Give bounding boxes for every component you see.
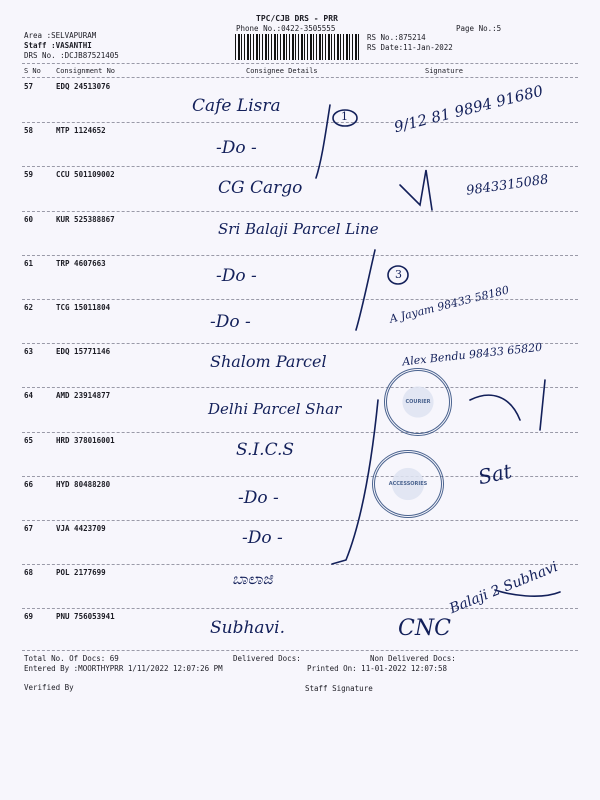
handwritten-signature: Sat <box>475 458 514 490</box>
handwritten-consignee: -Do - <box>216 138 257 158</box>
circled-mark: 3 <box>395 268 402 281</box>
row-sno: 59 <box>24 170 34 180</box>
handwritten-signature: A Jayam 98433 58180 <box>388 283 511 326</box>
phone-number: Phone No.:0422-3505555 <box>236 24 336 33</box>
total-docs: Total No. Of Docs: 69 <box>24 654 119 663</box>
document-title: TPC/CJB DRS - PRR <box>256 14 338 23</box>
stamp-text: COURIER <box>405 399 431 405</box>
entered-by: Entered By :MOORTHYPRR 1/11/2022 12:07:26 PM <box>24 664 223 673</box>
handwritten-consignee: -Do - <box>238 488 279 508</box>
non-delivered-docs: Non Delivered Docs: <box>370 654 456 663</box>
row-sno: 60 <box>24 214 34 224</box>
rs-date: RS Date:11-Jan-2022 <box>367 43 453 52</box>
handwritten-signature: 9843315088 <box>465 172 550 199</box>
printed-on: Printed On: 11-01-2022 12:07:58 <box>307 664 447 673</box>
row-consignment-number: TCG 15011804 <box>56 303 111 312</box>
row-sno: 61 <box>24 258 34 268</box>
staff-signature: Staff Signature <box>305 684 373 693</box>
handwritten-signature: 9/12 81 9894 91680 <box>392 81 545 137</box>
delivered-docs: Delivered Docs: <box>233 654 301 663</box>
verified-by: Verified By <box>24 683 74 692</box>
row-sno: 67 <box>24 524 34 533</box>
row-consignment-number: HRD 378016001 <box>56 435 115 445</box>
area-label: Area :SELVAPURAM <box>24 31 97 40</box>
signature-stroke <box>540 380 545 430</box>
staff-label: Staff :VASANTHI <box>24 41 92 50</box>
handwritten-consignee: -Do - <box>210 312 251 332</box>
signature-stroke <box>470 395 520 420</box>
row-consignment-number: KUR 525388867 <box>56 214 115 224</box>
row-consignment-number: MTP 1124652 <box>56 126 106 136</box>
stamp-text: ACCESSORIES <box>388 481 428 487</box>
column-consignee: Consignee Details <box>246 67 318 75</box>
row-consignment-number: EDQ 24513076 <box>56 82 111 91</box>
row-consignment-number: PNU 756053941 <box>56 612 115 622</box>
circle-mark <box>333 110 357 126</box>
row-consignment-number: EDQ 15771146 <box>56 347 111 357</box>
handwritten-consignee: Shalom Parcel <box>210 352 327 371</box>
handwritten-signature: Alex Bendu 98433 65820 <box>401 340 543 369</box>
row-sno: 57 <box>24 82 34 91</box>
footer-divider <box>22 650 578 651</box>
column-signature: Signature <box>425 67 463 75</box>
handwritten-consignee: Delhi Parcel Shar <box>208 400 342 418</box>
row-consignment-number: HYD 80488280 <box>56 479 111 489</box>
handwritten-consignee: Sri Balaji Parcel Line <box>218 220 379 238</box>
handwritten-consignee: S.I.C.S <box>236 440 295 460</box>
row-sno: 62 <box>24 303 34 312</box>
circled-mark: 1 <box>341 110 348 123</box>
column-sno: S No <box>24 67 41 75</box>
handwritten-signature: Balaji 2 Subhavi <box>447 558 561 618</box>
row-sno: 58 <box>24 126 34 136</box>
page-number: Page No.:5 <box>456 24 502 33</box>
tick-mark <box>400 170 432 210</box>
row-consignment-number: AMD 23914877 <box>56 391 111 401</box>
row-sno: 63 <box>24 347 34 357</box>
handwritten-consignee: Subhavi. <box>210 618 286 638</box>
row-consignment-number: POL 2177699 <box>56 568 106 578</box>
row-sno: 68 <box>24 568 34 578</box>
row-consignment-number: CCU 501109002 <box>56 170 115 180</box>
column-consignment: Consignment No <box>56 67 116 75</box>
bracket-line <box>356 250 375 330</box>
handwritten-consignee: ಬಾಲಾಜಿ <box>232 570 273 588</box>
handwritten-signature: CNC <box>398 616 451 641</box>
rs-number: RS No.:875214 <box>367 33 426 42</box>
bracket-line <box>316 105 330 178</box>
circle-mark <box>388 266 408 284</box>
row-consignment-number: TRP 4607663 <box>56 258 106 268</box>
row-sno: 66 <box>24 479 34 489</box>
handwritten-consignee: CG Cargo <box>218 178 303 198</box>
handwritten-consignee: -Do - <box>216 266 257 286</box>
accessories-stamp <box>372 450 444 518</box>
row-sno: 64 <box>24 391 34 401</box>
handwritten-consignee: Cafe Lisra <box>192 96 281 116</box>
row-consignment-number: VJA 4423709 <box>56 524 106 533</box>
handwritten-consignee: -Do - <box>242 528 283 548</box>
company-stamp <box>384 368 452 436</box>
row-sno: 69 <box>24 612 34 622</box>
drs-number: DRS No. :DCJB87521405 <box>24 51 119 60</box>
signature-stroke <box>495 590 560 596</box>
row-sno: 65 <box>24 435 34 445</box>
